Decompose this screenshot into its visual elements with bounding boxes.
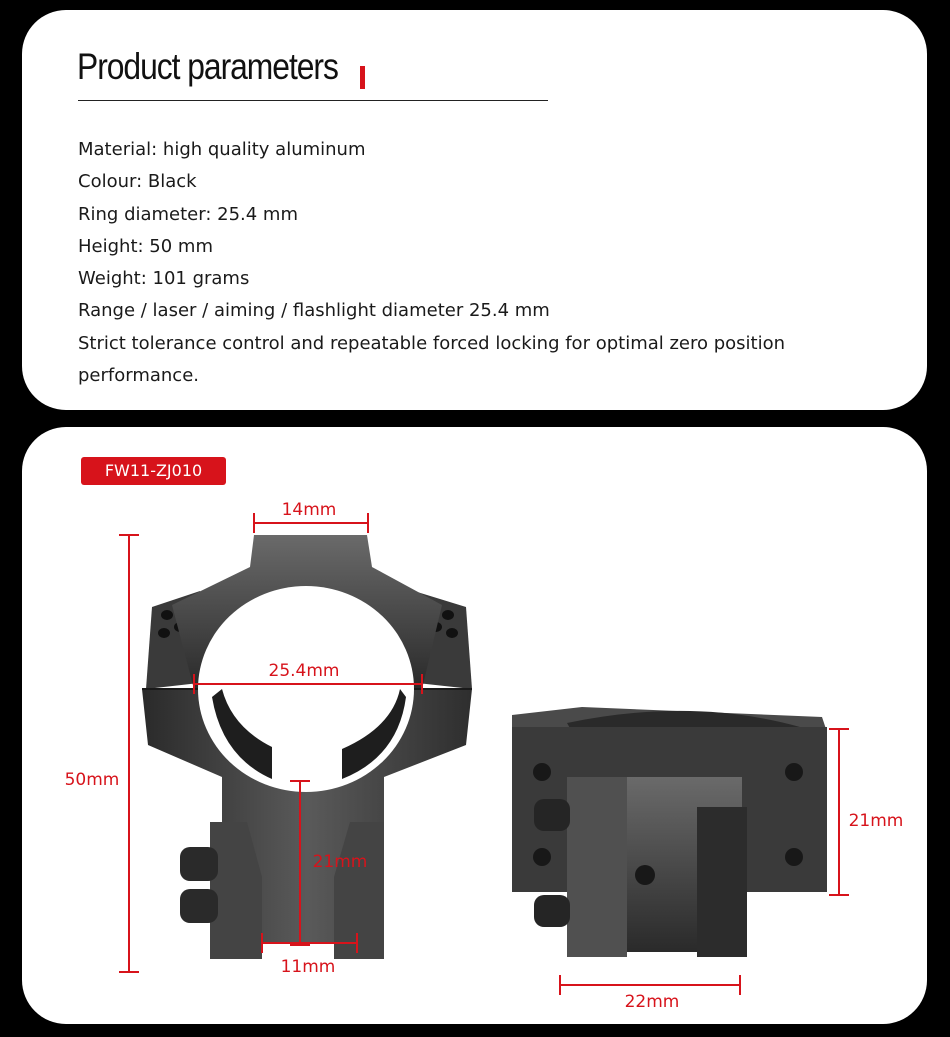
spec-height: Height: 50 mm <box>78 235 213 257</box>
spec-colour: Colour: Black <box>78 171 197 193</box>
spec-tolerance-cont: performance. <box>78 365 199 387</box>
label-center-height: 21mm <box>312 852 368 872</box>
section-title: Product parameters <box>77 46 338 87</box>
spec-list <box>78 134 878 392</box>
title-underline <box>78 100 548 101</box>
label-total-height: 50mm <box>64 770 120 790</box>
product-parameters-card <box>22 10 927 410</box>
label-ring-diameter: 25.4mm <box>268 661 340 681</box>
label-side-height: 21mm <box>848 811 904 831</box>
scope-ring-front-image <box>142 535 472 959</box>
spec-compatibility: Range / laser / aiming / flashlight diameter 25.4 mm <box>78 300 550 322</box>
spec-weight: Weight: 101 grams <box>78 268 250 290</box>
model-badge: FW11-ZJ010 <box>81 457 226 485</box>
label-base-width: 11mm <box>280 957 336 977</box>
spec-tolerance: Strict tolerance control and repeatable forced locking for optimal zero position <box>78 332 786 354</box>
label-side-width: 22mm <box>624 992 680 1012</box>
scope-ring-side-image <box>512 707 827 957</box>
spec-ring-diameter: Ring diameter: 25.4 mm <box>78 203 298 225</box>
spec-material: Material: high quality aluminum <box>78 139 366 160</box>
dimension-diagram <box>22 427 927 1024</box>
title-accent-bar <box>360 66 365 89</box>
label-top-width: 14mm <box>281 500 337 520</box>
dimension-diagram-card <box>22 427 927 1024</box>
